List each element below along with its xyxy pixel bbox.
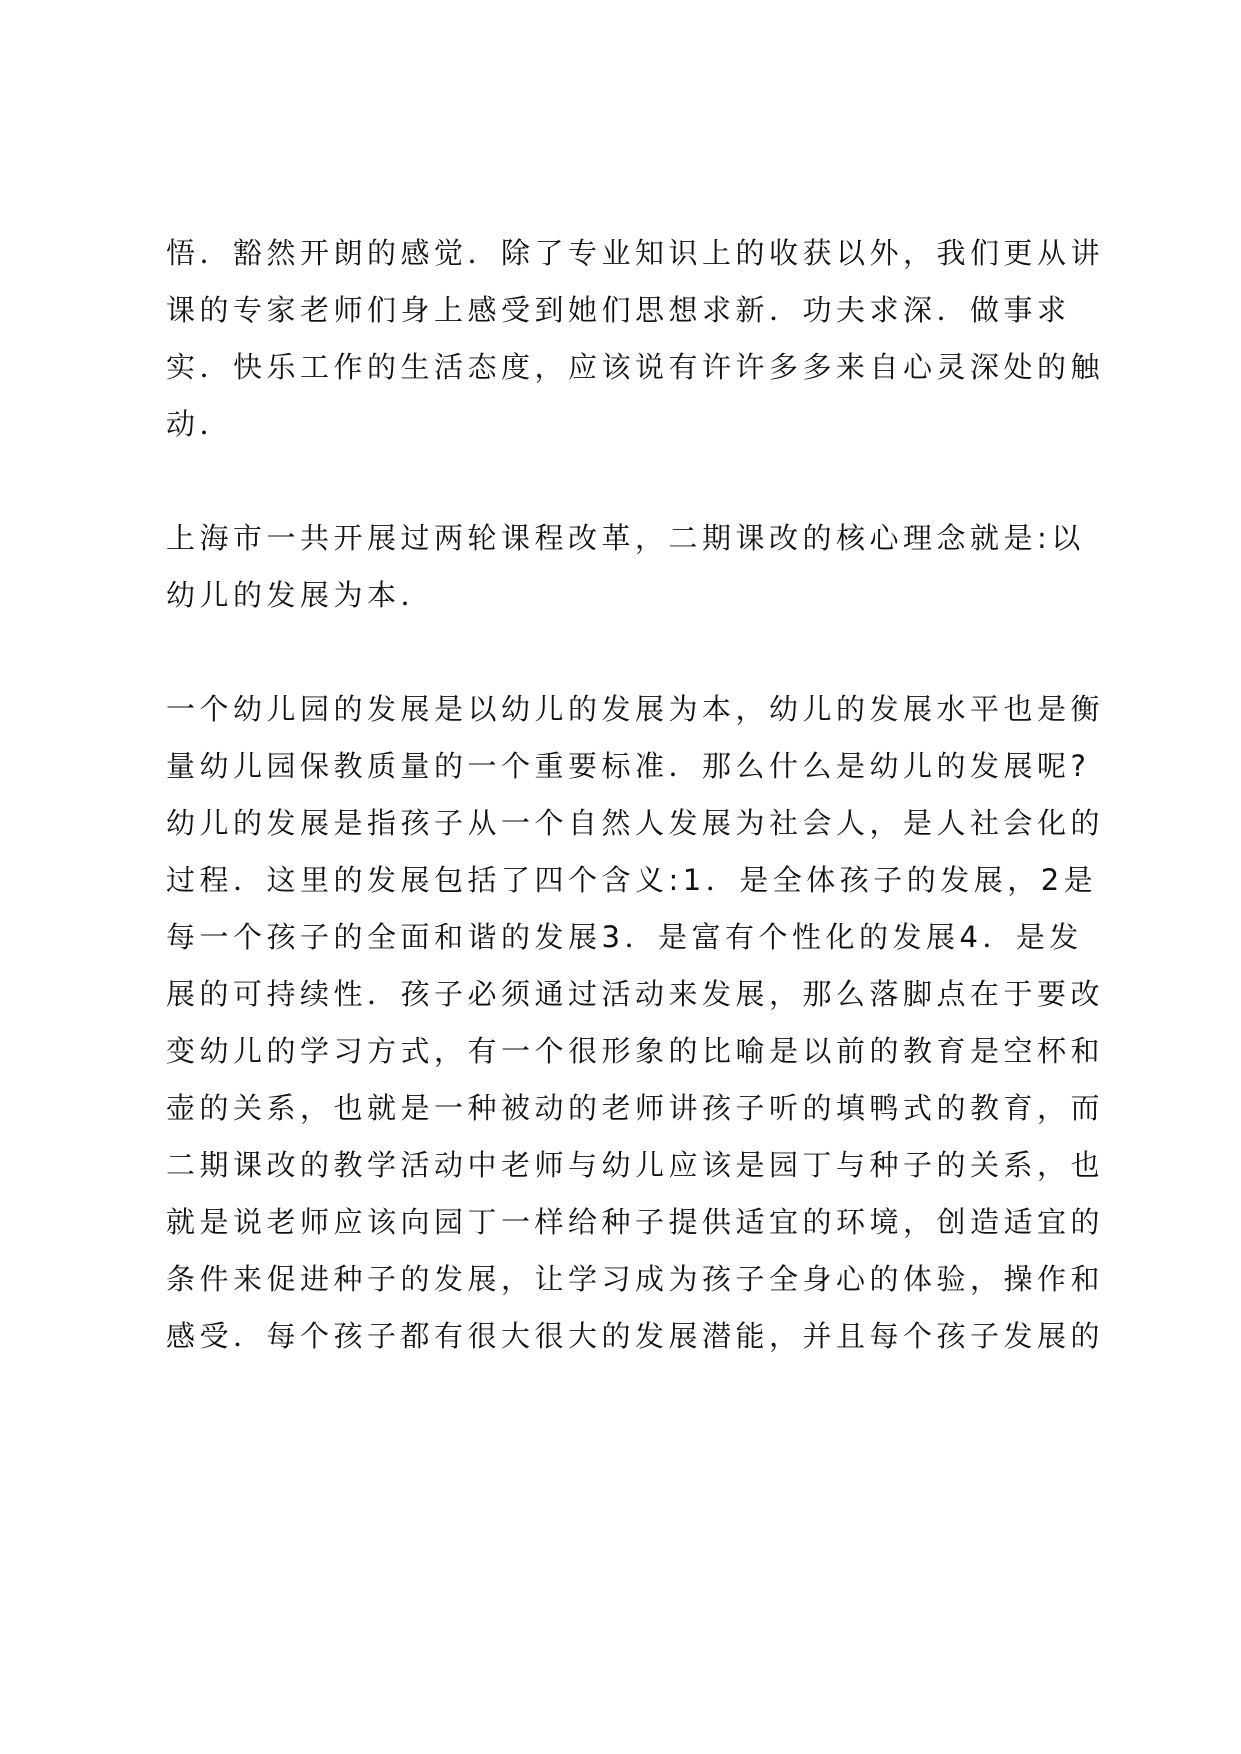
text-line: 每一个孩子的全面和谐的发展3．是富有个性化的发展4．是发 — [166, 920, 1083, 954]
text-line: 就是说老师应该向园丁一样给种子提供适宜的环境，创造适宜的 — [166, 1205, 1105, 1239]
text-line: 过程．这里的发展包括了四个含义:1．是全体孩子的发展，2是 — [166, 863, 1098, 897]
paragraph-2 — [166, 510, 1096, 624]
text-line: 感受．每个孩子都有很大很大的发展潜能，并且每个孩子发展的 — [166, 1319, 1105, 1353]
text-line: 课的专家老师们身上感受到她们思想求新．功夫求深．做事求 — [166, 293, 1071, 327]
text-line: 实．快乐工作的生活态度，应该说有许许多多来自心灵深处的触 — [166, 350, 1105, 384]
text-line: 幼儿的发展为本． — [166, 578, 435, 612]
text-line: 悟．豁然开朗的感觉．除了专业知识上的收获以外，我们更从讲 — [166, 236, 1105, 270]
text-line: 壶的关系，也就是一种被动的老师讲孩子听的填鸭式的教育，而 — [166, 1091, 1105, 1125]
document-body — [166, 225, 1105, 1365]
text-line: 展的可持续性．孩子必须通过活动来发展，那么落脚点在于要改 — [166, 977, 1105, 1011]
text-line: 二期课改的教学活动中老师与幼儿应该是园丁与种子的关系，也 — [166, 1148, 1105, 1182]
paragraph-3 — [166, 681, 1105, 1365]
paragraph-spacer — [166, 624, 1096, 681]
text-line: 上海市一共开展过两轮课程改革，二期课改的核心理念就是:以 — [166, 521, 1085, 555]
text-line: 幼儿的发展是指孩子从一个自然人发展为社会人，是人社会化的 — [166, 806, 1105, 840]
text-line: 动． — [166, 407, 234, 441]
text-line: 一个幼儿园的发展是以幼儿的发展为本，幼儿的发展水平也是衡 — [166, 692, 1105, 726]
text-line: 条件来促进种子的发展，让学习成为孩子全身心的体验，操作和 — [166, 1262, 1105, 1296]
text-line: 变幼儿的学习方式，有一个很形象的比喻是以前的教育是空杯和 — [166, 1034, 1105, 1068]
paragraph-spacer — [166, 453, 1096, 510]
paragraph-1 — [166, 225, 1105, 453]
text-line: 量幼儿园保教质量的一个重要标准．那么什么是幼儿的发展呢? — [166, 749, 1091, 783]
